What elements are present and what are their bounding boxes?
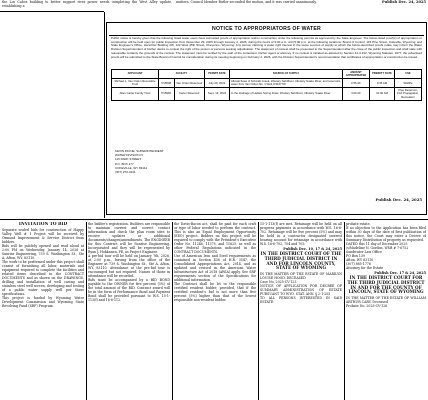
water-notice-box	[106, 22, 427, 215]
court-heading: IN THE DISTRICT COURT FOR THE THIRD JUDICIAL DISTRICT IN AND FOR THE COUNTY OF LINCOLN, STATE OF WYOMING	[347, 275, 425, 295]
cell-use: Wildlife	[395, 79, 422, 88]
column-paragraph: This project is funded by Wyoming Water Development Commission and Wyoming State Revolving Fund (SRF) Program.	[2, 295, 84, 308]
contact-line: WATER DIVISION IV	[115, 153, 144, 158]
column-paragraph: The Contract shall be let to the responsible certified resident bidder; provided, that if the certified resident's bid is not more than five percent (5%) higher than that of the lowest responsible non-resident bidder.	[174, 282, 256, 302]
notice-title: NOTICE TO APPROPRIATORS OF WATER	[212, 26, 321, 32]
top-left-paragraph: the Los Cabos building to better support river power needs completing the West Alley update, establishing a	[2, 0, 172, 8]
cell-permit: P15966	[159, 88, 175, 100]
column-paragraph: probate estate.	[346, 222, 371, 226]
column-paragraph: Case No. 2025-CV-123	[260, 280, 297, 285]
column-paragraph: Bids must be accompanied by a BID BOND payable to the OWNER for five percent (5%) of the total amount of the BID. Contract award will be in the form of Performance Bond and Payment Bond shall be provided pursuant to W.S. 15-1-113(f) and 16-6-112.	[88, 278, 170, 302]
cell-use: Pipe Reservoir, Fish Propagation, Recreation	[395, 88, 422, 100]
column-paragraph: the Davis-Bacon act, shall be paid for each craft or type of labor needed to perform the contract. This is also an Equal Employment Opportunity (EEO) project. Bidders on this project will be required to comply with the President's Executive Order No. 11246, 11375, and 11625, as well as other Federal Regulations indicated in the CONTRACT DOCUMENTS.	[174, 222, 256, 254]
column-paragraph: 15-1-113(f) are met. Retainage will be held on all progress payments in accordance with W.S. 16-6-702. Retainage will be five percent (5%) and may be held in a contractor designated interest bearing account for retainage in accordance with W.S. 16-6-702, 704 and 705.	[260, 222, 342, 246]
cell-facility: Van Orden Reservoir	[174, 79, 204, 88]
column-paragraph: NOTICE OF APPLICATION FOR DECREE OF SUMMARY ADMINISTRATION OF ESTATE PURSUANT TO WYO. STAT. ANN. § 2-1-205	[260, 284, 342, 297]
column-divider	[104, 12, 105, 218]
column-paragraph: Sandwater Law Office	[346, 250, 382, 254]
cell-amount: 0.55 AF	[343, 79, 370, 88]
cell-permit-date: Sept. 12, 2024	[205, 88, 230, 100]
column-paragraph: PO Box 139	[346, 254, 365, 258]
court-heading: IN THE DISTRICT COURT OF THE THIRD JUDICIAL DISTRICT IN AND FOR LINCOLN COUNTY, STATE OF WYOMING	[260, 251, 342, 271]
cell-source: Alluvial flows of Schmidt Creek, tributary Salt River, tributary Snake River, and reservoirs water from Van Orden No. 1 Well, P31677W	[230, 79, 343, 88]
contact-line: 115 PARK STREET	[115, 157, 142, 162]
top-divider	[0, 11, 104, 12]
column-paragraph: TO ALL PERSONS INTERESTED IN SAID ESTATE:	[260, 296, 342, 305]
column-heading: INVITATION TO BID	[18, 222, 68, 226]
top-mid-paragraph: matters. Council Member Butler seconded the motion, and it was carried unanimously.	[176, 0, 317, 4]
cell-permit: P15508	[159, 79, 175, 88]
top-left-text	[2, 0, 172, 8]
column-paragraph: Probate No. 2025-CV-126	[346, 304, 388, 309]
column-paragraph: Separate sealed bids for construction of Happy Valley Well # 1 Project will be received by Osmond Improvement & Service District from bidders.	[2, 227, 84, 244]
column-paragraph: DATED this 11 day of December 2025.	[346, 242, 409, 246]
cell-facility: Carter Reservoir	[174, 88, 204, 100]
cell-applicant: Allen Carter Family Trust	[112, 88, 159, 100]
cell-priority: 9:35 AM	[370, 79, 395, 88]
water-rights-table	[111, 69, 422, 101]
contact-line: (307) 279-3441	[115, 170, 136, 175]
column-divider	[86, 222, 87, 400]
column-paragraph: Use of American Iron and Steel requirements as contained in Section 436 of H.R. 3547, the Consolidated Appropriations Act, 2014, and as updated and revised in the American Water Infrastructure Act of 2018 (AWIA) apply. See SRF requirements section of the Specifications for additional information.	[174, 254, 256, 282]
column-paragraph: IN THE MATTER OF THE ESTATE OF WILLIAM ARTHUR CARY, Deceased	[346, 296, 426, 305]
column-divider	[344, 222, 345, 400]
publish-line: Publish Dec. 17 & 24, 2025	[374, 271, 426, 275]
court-notice-column-2	[346, 222, 426, 400]
invitation-to-bid-column	[2, 222, 84, 400]
section-divider	[0, 219, 428, 220]
column-paragraph: The work to be performed under this project shall consist of furnishing all labor, materials and equipment required to complete the facilities and related items described in the CONTRACT DOCUMENTS and as shown on the DRAWINGS, drilling and installation of well casing and stainless steel well screen, developing and testing of a public water supply well per these specifications.	[2, 259, 84, 296]
column-paragraph: Afton, WY 83110	[346, 258, 374, 262]
cell-amount: 4.00 AF	[343, 88, 370, 100]
column-paragraph: Bids will be publicly opened and read aloud at 2:00 PM on Wednesday, January 14, 2026 at Sunrise Engineering, 739 S. Washington St., Ste A, Afton, WY, 83110.	[2, 243, 84, 260]
bid-column-2	[88, 222, 170, 400]
cell-priority: 10:00 AM	[370, 88, 395, 100]
contact-line: KEVIN PAYNE, SUPERINTENDENT	[115, 149, 164, 153]
contact-line: P.O. BOX 277	[115, 161, 134, 166]
bid-column-3	[174, 222, 256, 400]
notice-body-text: Public notice is hereby given that the following listed water users have submitted proofs of appropriation and/or construction under the following permits as approved by the State Engineer. The below-listed proof(s) of appropriation or construction will be held open for public inspection from December 29, 2025 through January 2, 2026, during the hours of 9:00 a.m. until 5:00 p.m. at the following locations: Board of Control, 115 Pine Street, Cokeville, Wyoming; and State Engineer's Office, Herschler Building 2W, 122 West 25th Street, Cheyenne, Wyoming. Any person claiming a water right interest in the same sources of supply to which the below-described proofs relate may inform the Water Division Superintendent of his/her desire to contest the right of the person or persons seeking adjudication. The statement of contest shall be presented to the Superintendent after the close of the public inspection and shall state with reasonable certainty the grounds of the contest. The statement must be verified by the oath of the contestant, his/her agent or attorney. If no contest is initiated as allowed by Section 41-4-312, Wyoming Statutes, 1977, the advertised proofs will be submitted to the State Board of Control for consideration during its meeting beginning on February 2, 2026, with the Division Superintendent's recommendation that certificates of appropriation or construction be issued.	[111, 36, 422, 59]
header-applicant: APPLICANT	[112, 70, 159, 79]
header-amount: AMOUNT APPROPRIATED	[343, 70, 370, 79]
cell-source: In the drainage of Hellam Spring Draw, tributary Salt River, tributary Snake River	[230, 88, 343, 100]
header-facility: FACILITY	[159, 70, 205, 79]
court-notice-column-1	[260, 222, 342, 400]
table-row	[112, 88, 422, 100]
notice-body	[111, 37, 422, 59]
header-use: USE	[395, 70, 422, 79]
column-paragraph: (307) 885-1776	[346, 262, 371, 266]
table-header-row	[112, 70, 422, 79]
column-paragraph: /s/Madeline N. Gordon, WSB # 7-6752	[346, 246, 409, 250]
notice-publish-line: Publish Dec. 24, 2025	[375, 197, 422, 202]
header-priority: PRIORITY DATE	[370, 70, 395, 79]
superintendent-contact	[115, 149, 164, 174]
header-permit-date: PERMIT DATE	[205, 70, 230, 79]
header-source: SOURCE OF SUPPLY	[230, 70, 343, 79]
table-row	[112, 79, 422, 88]
column-paragraph: the bidder's registration. Builders are responsible to maintain current and correct contact information and check the plan room sites to receive updates or additional documents/changes/amendments. The ENGINEER for this Contract will be Sunrise Engineering, Incorporated and they will be represented by Ryan J. Hokkanen, PE, as Project Engineer.	[88, 222, 170, 254]
column-paragraph: If no objection to the Application has been filed within 30 days of the date of first publication of this notice, the Court may enter a Decree of Summary Distribution of property as requested.	[346, 226, 426, 242]
column-divider	[258, 222, 259, 400]
column-paragraph: IN THE MATTER OF THE ESTATE OF MARILYN LOUISE HOOD, DECEASED	[260, 272, 342, 281]
column-paragraph: A pre-bid tour will be held on January 7th, 2026, at 2:00 p.m., leaving from the office of the Engineer at 739 S. Washington St., Ste A, Afton, WY, 83110. Attendance at the pre-bid tour is encouraged but not required. Names of those in attendance will be recorded.	[88, 254, 170, 278]
top-publish-line: Publish Dec. 24, 2025	[381, 0, 426, 4]
publish-line: Publish Dec. 10, 17 & 24, 2025	[283, 247, 342, 251]
cell-permit-date: July 29, 2023	[205, 79, 230, 88]
contact-line: COKEVILLE, WY 83114	[115, 165, 148, 170]
cell-applicant: Michael L. Van Orden Revocable Trust	[112, 79, 159, 88]
column-divider	[172, 222, 173, 400]
top-mid-text	[176, 0, 346, 4]
column-paragraph: Attorney for the Estate	[346, 266, 384, 270]
